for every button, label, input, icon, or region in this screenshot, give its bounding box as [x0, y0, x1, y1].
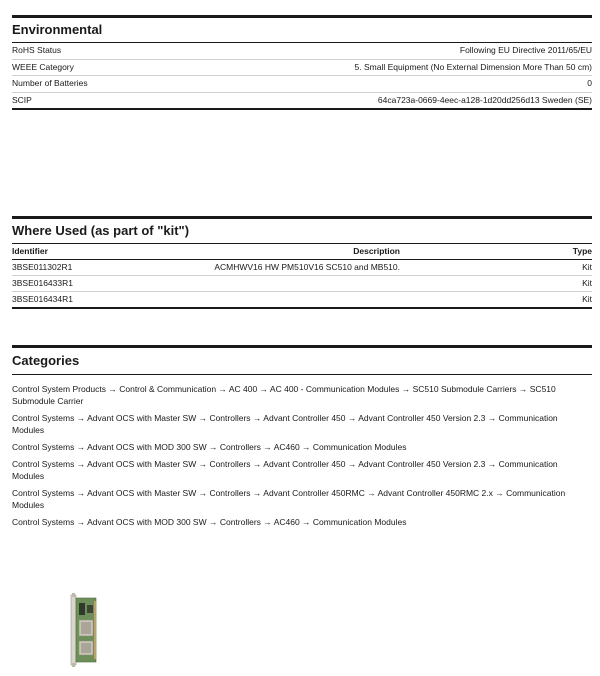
- cell-description: [202, 292, 400, 309]
- cell-identifier: 3BSE011302R1: [12, 260, 202, 276]
- kv-row-weee: [12, 60, 592, 77]
- kv-label: WEEE Category: [12, 61, 74, 72]
- cell-identifier: 3BSE016434R1: [12, 292, 202, 309]
- cell-type: Kit: [400, 276, 592, 292]
- header-type: Type: [400, 244, 592, 260]
- category-path: Control Systems → Advant OCS with Master SW → Controllers → Advant Controller 450 → Advant Controller 450 Version 2.3 → Communication Modules: [12, 413, 558, 435]
- categories-section: [12, 345, 592, 533]
- kv-row-scip: [12, 93, 592, 111]
- category-path: Control System Products → Control & Communication → AC 400 → AC 400 - Communication Modules → SC510 Submodule Carriers → SC510 Submodule Carrier: [12, 384, 556, 406]
- kv-label: Number of Batteries: [12, 78, 88, 88]
- where-used-section: [12, 216, 592, 309]
- table-row: [12, 260, 592, 276]
- kv-value: 0: [587, 78, 592, 88]
- environmental-section: [12, 15, 592, 110]
- kv-label: RoHS Status: [12, 45, 62, 55]
- kv-value: 64ca723a-0669-4eec-a128-1d20dd256d13 Sweden (SE): [377, 94, 592, 105]
- category-path: Control Systems → Advant OCS with MOD 300 SW → Controllers → AC460 → Communication Modules: [12, 442, 407, 452]
- table-row: [12, 276, 592, 292]
- header-description: Description: [202, 244, 400, 260]
- table-header-row: [12, 244, 592, 260]
- table-row: [12, 292, 592, 309]
- environmental-title: Environmental: [12, 15, 592, 43]
- category-path: Control Systems → Advant OCS with MOD 300 SW → Controllers → AC460 → Communication Modules: [12, 517, 407, 527]
- categories-title: Categories: [12, 345, 592, 375]
- cell-type: Kit: [400, 292, 592, 309]
- where-used-table: [12, 244, 592, 309]
- cell-description: [202, 276, 400, 292]
- header-identifier: Identifier: [12, 244, 202, 260]
- cell-identifier: 3BSE016433R1: [12, 276, 202, 292]
- categories-list: [12, 383, 592, 528]
- circuit-board-module-image: [70, 593, 98, 667]
- cell-description: ACMHWV16 HW PM510V16 SC510 and MB510.: [202, 260, 400, 276]
- kv-value: Following EU Directive 2011/65/EU: [459, 45, 592, 55]
- where-used-title: Where Used (as part of "kit"): [12, 216, 592, 244]
- environmental-table: [12, 43, 592, 110]
- kv-label: SCIP: [12, 94, 32, 105]
- kv-row-rohs: [12, 43, 592, 60]
- cell-type: Kit: [400, 260, 592, 276]
- category-path: Control Systems → Advant OCS with Master SW → Controllers → Advant Controller 450 → Advant Controller 450 Version 2.3 → Communication Modules: [12, 459, 558, 481]
- category-path: Control Systems → Advant OCS with Master SW → Controllers → Advant Controller 450RMC → Advant Controller 450RMC 2.x → Communication Modules: [12, 488, 566, 510]
- kv-row-batteries: [12, 76, 592, 93]
- kv-value: 5. Small Equipment (No External Dimension More Than 50 cm): [354, 61, 592, 72]
